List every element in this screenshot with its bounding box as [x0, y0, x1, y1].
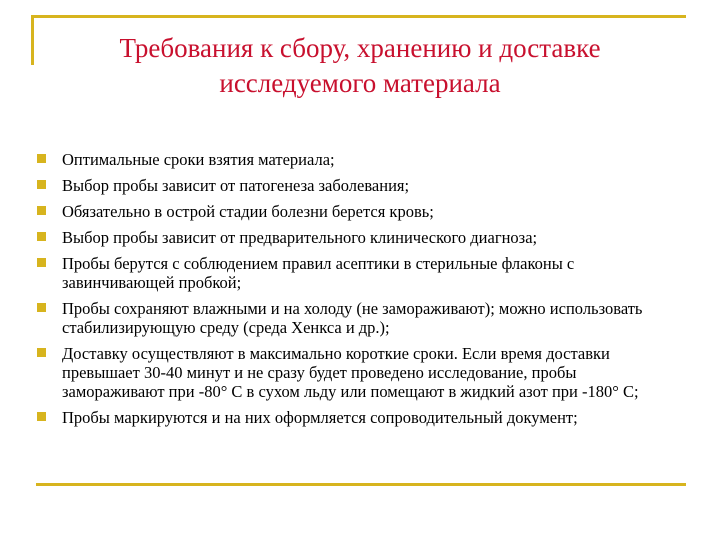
bullet-text: Обязательно в острой стадии болезни берется кровь;	[62, 202, 434, 221]
bullet-text: Выбор пробы зависит от предварительного клинического диагноза;	[62, 228, 538, 247]
slide-title	[50, 31, 670, 101]
bullet-item	[37, 150, 677, 169]
bullet-item	[37, 228, 677, 247]
left-accent-bar	[31, 15, 34, 65]
bullet-text: Доставку осуществляют в максимально короткие сроки. Если время доставки превышает 30-40 минут и не сразу будет проведено исследование, пробы замораживают при -80° С в сухом льду или помещают в жидкий азот при -180° С;	[62, 344, 639, 401]
square-bullet-icon	[37, 303, 46, 312]
top-divider	[32, 15, 686, 18]
bullet-text: Выбор пробы зависит от патогенеза заболевания;	[62, 176, 410, 195]
square-bullet-icon	[37, 206, 46, 215]
square-bullet-icon	[37, 232, 46, 241]
square-bullet-icon	[37, 348, 46, 357]
bullet-text: Пробы маркируются и на них оформляется сопроводительный документ;	[62, 408, 578, 427]
bottom-divider	[36, 483, 686, 486]
slide-title-line-2: исследуемого материала	[219, 68, 501, 98]
square-bullet-icon	[37, 412, 46, 421]
bullet-item	[37, 299, 677, 337]
square-bullet-icon	[37, 180, 46, 189]
slide-title-line-1: Требования к сбору, хранению и доставке	[119, 33, 601, 63]
bullet-item	[37, 408, 677, 427]
bullet-text: Пробы берутся с соблюдением правил асептики в стерильные флаконы с завинчивающей пробкой;	[62, 254, 575, 292]
bullet-item	[37, 254, 677, 292]
bullet-item	[37, 176, 677, 195]
bullet-list	[37, 150, 677, 434]
bullet-text: Пробы сохраняют влажными и на холоду (не замораживают); можно использовать стабилизирующую среду (среда Хенкса и др.);	[62, 299, 643, 337]
bullet-item	[37, 202, 677, 221]
square-bullet-icon	[37, 154, 46, 163]
square-bullet-icon	[37, 258, 46, 267]
bullet-item	[37, 344, 677, 401]
bullet-text: Оптимальные сроки взятия материала;	[62, 150, 335, 169]
